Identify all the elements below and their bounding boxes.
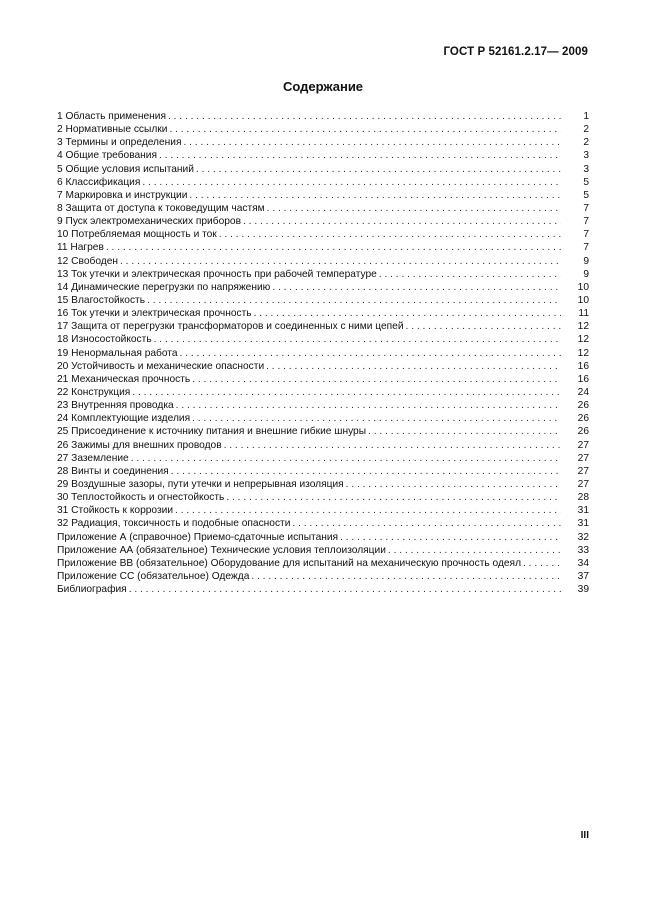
toc-entry[interactable] <box>57 294 589 307</box>
toc-dot-leader <box>192 412 561 425</box>
toc-entry-label: Приложение ВВ (обязательное) Оборудование для испытаний на механическую прочность одеял <box>57 557 522 569</box>
toc-entry-label: 19 Ненормальная работа <box>57 347 178 359</box>
toc-entry-page: 1 <box>583 111 589 122</box>
toc-entry-page: 37 <box>577 570 589 582</box>
toc-entry[interactable] <box>57 163 589 176</box>
toc-entry[interactable] <box>57 228 589 241</box>
toc-entry-label: 3 Термины и определения <box>57 137 182 149</box>
toc-entry-label: 12 Свободен <box>57 255 118 267</box>
toc-entry-label: 26 Зажимы для внешних проводов <box>57 439 222 451</box>
toc-entry-page: 28 <box>577 492 589 504</box>
toc-entry-label: 23 Внутренняя проводка <box>57 400 174 412</box>
toc-entry-page: 7 <box>583 202 589 214</box>
toc-entry[interactable] <box>57 320 589 333</box>
toc-entry-page: 31 <box>577 518 589 530</box>
toc-entry-label: 4 Общие требования <box>57 150 158 162</box>
toc-entry-label: 5 Общие условия испытаний <box>57 163 194 175</box>
toc-entry-page: 7 <box>583 242 589 254</box>
toc-entry[interactable] <box>57 504 589 517</box>
toc-entry[interactable] <box>57 373 589 386</box>
toc-entry-label: 32 Радиация, токсичность и подобные опасности <box>57 518 291 530</box>
toc-entry[interactable] <box>57 268 589 281</box>
toc-entry[interactable] <box>57 215 589 228</box>
toc-entry[interactable] <box>57 531 589 544</box>
toc-entry-page: 12 <box>577 321 589 333</box>
toc-entry-page: 24 <box>577 386 589 398</box>
toc-entry-page: 7 <box>583 216 589 228</box>
toc-entry-label: Приложение СС (обязательное) Одежда <box>57 570 250 582</box>
toc-entry-label: 17 Защита от перегрузки трансформаторов и соединенных с ними цепей <box>57 321 404 333</box>
toc-dot-leader <box>147 294 561 307</box>
toc-entry[interactable] <box>57 123 589 136</box>
toc-entry-label: 20 Устойчивость и механические опасности <box>57 360 265 372</box>
toc-entry-page: 9 <box>583 268 589 280</box>
toc-entry[interactable] <box>57 583 589 596</box>
toc-entry[interactable] <box>57 412 589 425</box>
toc-entry[interactable] <box>57 255 589 268</box>
toc-entry[interactable] <box>57 439 589 452</box>
toc-dot-leader <box>120 255 561 268</box>
toc-entry[interactable] <box>57 544 589 557</box>
toc-entry-page: 3 <box>583 150 589 162</box>
toc-dot-leader <box>254 307 561 320</box>
toc-entry-page: 10 <box>577 281 589 293</box>
toc-entry-label: 21 Механическая прочность <box>57 373 191 385</box>
toc-entry-label: 28 Винты и соединения <box>57 465 169 477</box>
toc-entry[interactable] <box>57 136 589 149</box>
toc-dot-leader <box>159 149 561 162</box>
toc-entry-page: 27 <box>577 465 589 477</box>
toc-dot-leader <box>106 241 561 254</box>
toc-entry-label: Приложение А (справочное) Приемо-сдаточные испытания <box>57 531 339 543</box>
toc-dot-leader <box>189 189 561 202</box>
toc-dot-leader <box>267 202 561 215</box>
toc-dot-leader <box>523 557 561 570</box>
toc-dot-leader <box>243 215 561 228</box>
toc-dot-leader <box>192 373 561 386</box>
toc-dot-leader <box>406 320 561 333</box>
toc-entry-page: 27 <box>577 452 589 464</box>
toc-entry-label: 10 Потребляемая мощность и ток <box>57 229 217 241</box>
toc-entry-label: 27 Заземление <box>57 452 129 464</box>
toc-dot-leader <box>368 425 561 438</box>
toc-entry-page: 11 <box>578 308 589 320</box>
toc-entry-page: 7 <box>583 229 589 241</box>
toc-entry-page: 26 <box>577 413 589 425</box>
toc-entry-label: 13 Ток утечки и электрическая прочность при рабочей температуре <box>57 268 377 280</box>
toc-entry-page: 16 <box>577 360 589 372</box>
toc-entry-page: 31 <box>577 505 589 517</box>
toc-entry-label: 30 Теплостойкость и огнестойкость <box>57 492 225 504</box>
toc-dot-leader <box>183 136 561 149</box>
toc-entry-page: 27 <box>577 478 589 490</box>
toc-dot-leader <box>175 504 561 517</box>
toc-entry[interactable] <box>57 347 589 360</box>
toc-entry-label: 7 Маркировка и инструкции <box>57 189 188 201</box>
toc-entry-label: 15 Влагостойкость <box>57 294 146 306</box>
toc-entry-page: 2 <box>583 137 589 149</box>
toc-entry[interactable] <box>57 478 589 491</box>
toc-entry-label: Приложение АА (обязательное) Технические условия теплоизоляции <box>57 544 386 556</box>
page-number: III <box>580 830 589 841</box>
toc-entry-page: 27 <box>577 439 589 451</box>
toc-entry-page: 26 <box>577 426 589 438</box>
toc-entry-label: 2 Нормативные ссылки <box>57 124 168 136</box>
toc-dot-leader <box>176 399 561 412</box>
toc-entry[interactable] <box>57 570 589 583</box>
toc-entry-page: 39 <box>577 584 589 596</box>
toc-dot-leader <box>171 465 561 478</box>
toc-dot-leader <box>142 176 561 189</box>
toc-entry-page: 5 <box>583 176 589 188</box>
toc-dot-leader <box>340 531 561 544</box>
toc-entry[interactable] <box>57 491 589 504</box>
toc-entry-label: 24 Комплектующие изделия <box>57 413 191 425</box>
toc-entry[interactable] <box>57 110 589 123</box>
toc-entry[interactable] <box>57 281 589 294</box>
toc-entry[interactable] <box>57 202 589 215</box>
toc-entry-label: 11 Нагрев <box>57 242 104 254</box>
toc-entry-label: 9 Пуск электромеханических приборов <box>57 216 241 228</box>
toc-dot-leader <box>180 347 561 360</box>
toc-entry-label: 25 Присоединение к источнику питания и внешние гибкие шнуры <box>57 426 367 438</box>
toc-entry[interactable] <box>57 189 589 202</box>
toc-entry-label: 1 Область применения <box>57 111 166 122</box>
toc-dot-leader <box>388 544 561 557</box>
toc-entry-label: Библиография <box>57 584 127 596</box>
toc-dot-leader <box>379 268 561 281</box>
toc-entry[interactable] <box>57 465 589 478</box>
toc-entry[interactable] <box>57 452 589 465</box>
toc-entry-page: 32 <box>577 531 589 543</box>
toc-entry-label: 31 Стойкость к коррозии <box>57 505 174 517</box>
toc-title: Содержание <box>282 79 364 94</box>
table-of-contents <box>57 110 589 596</box>
toc-entry[interactable] <box>57 517 589 530</box>
toc-entry[interactable] <box>57 176 589 189</box>
toc-entry-page: 2 <box>583 124 589 136</box>
toc-entry[interactable] <box>57 360 589 373</box>
toc-entry[interactable] <box>57 241 589 254</box>
toc-dot-leader <box>168 110 561 123</box>
toc-dot-leader <box>266 360 561 373</box>
toc-entry-label: 8 Защита от доступа к токоведущим частям <box>57 202 265 214</box>
toc-entry-page: 12 <box>577 347 589 359</box>
toc-entry[interactable] <box>57 149 589 162</box>
toc-dot-leader <box>226 491 561 504</box>
toc-dot-leader <box>169 123 561 136</box>
toc-entry-page: 34 <box>577 557 589 569</box>
toc-dot-leader <box>292 517 561 530</box>
toc-entry-page: 16 <box>577 373 589 385</box>
toc-dot-leader <box>129 583 561 596</box>
toc-entry-label: 14 Динамические перегрузки по напряжению <box>57 281 271 293</box>
toc-dot-leader <box>131 452 561 465</box>
toc-entry[interactable] <box>57 425 589 438</box>
toc-entry-label: 29 Воздушные зазоры, пути утечки и непрерывная изоляция <box>57 478 344 490</box>
toc-dot-leader <box>272 281 561 294</box>
toc-entry[interactable] <box>57 557 589 570</box>
toc-entry[interactable] <box>57 399 589 412</box>
toc-dot-leader <box>224 439 561 452</box>
toc-entry-page: 5 <box>583 189 589 201</box>
toc-entry-page: 3 <box>583 163 589 175</box>
toc-dot-leader <box>251 570 561 583</box>
toc-entry-page: 9 <box>583 255 589 267</box>
toc-dot-leader <box>132 386 561 399</box>
toc-dot-leader <box>346 478 561 491</box>
document-code: ГОСТ Р 52161.2.17— 2009 <box>443 46 588 58</box>
toc-entry-page: 33 <box>577 544 589 556</box>
toc-entry[interactable] <box>57 333 589 346</box>
toc-entry-label: 6 Классификация <box>57 176 141 188</box>
toc-entry-page: 10 <box>577 294 589 306</box>
toc-entry-label: 16 Ток утечки и электрическая прочность <box>57 308 252 320</box>
toc-entry-label: 22 Конструкция <box>57 386 131 398</box>
toc-entry-page: 26 <box>577 400 589 412</box>
toc-entry[interactable] <box>57 307 589 320</box>
toc-dot-leader <box>196 163 561 176</box>
toc-entry-label: 18 Износостойкость <box>57 334 152 346</box>
toc-dot-leader <box>154 333 561 346</box>
toc-entry[interactable] <box>57 386 589 399</box>
toc-entry-page: 12 <box>577 334 589 346</box>
toc-dot-leader <box>219 228 561 241</box>
